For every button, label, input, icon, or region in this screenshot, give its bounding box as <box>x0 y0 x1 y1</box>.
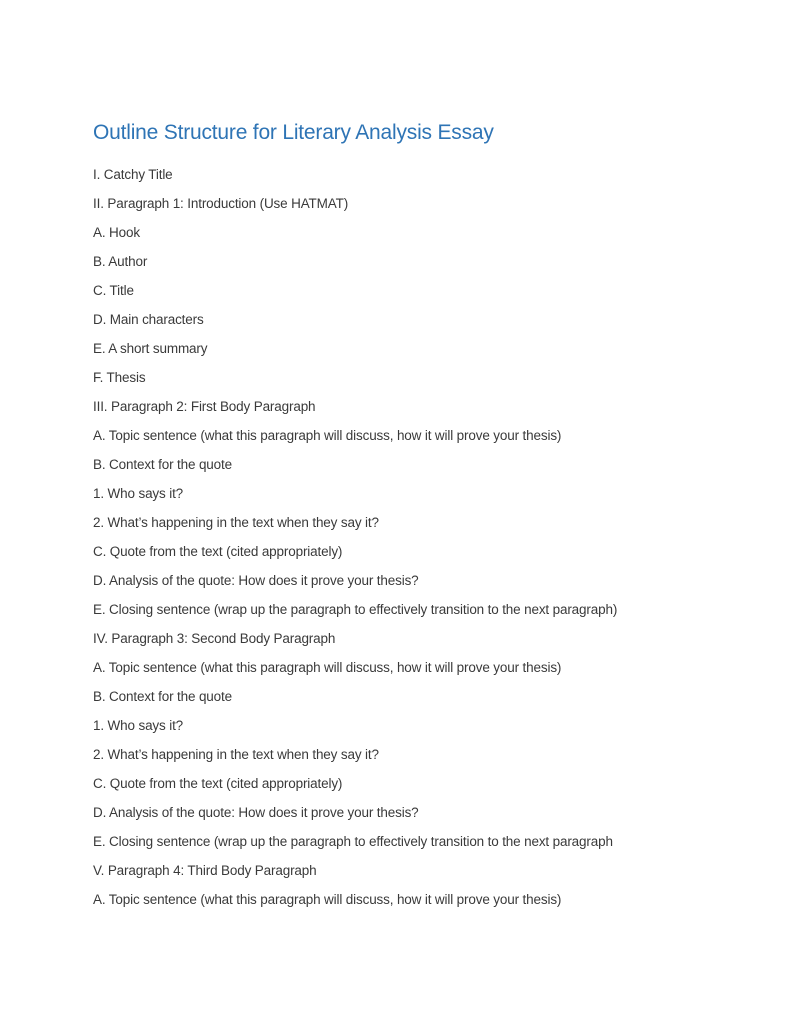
outline-line: B. Context for the quote <box>93 689 232 704</box>
outline-line: A. Topic sentence (what this paragraph will discuss, how it will prove your thesis) <box>93 892 562 907</box>
outline-line: D. Analysis of the quote: How does it prove your thesis? <box>93 573 419 588</box>
outline-line: D. Analysis of the quote: How does it prove your thesis? <box>93 805 419 820</box>
outline-line: IV. Paragraph 3: Second Body Paragraph <box>93 631 336 646</box>
outline-line: 2. What’s happening in the text when they say it? <box>93 515 379 530</box>
outline-line: I. Catchy Title <box>93 167 173 182</box>
outline-line: C. Quote from the text (cited appropriately) <box>93 776 343 791</box>
outline-line: E. A short summary <box>93 341 208 356</box>
outline-line: V. Paragraph 4: Third Body Paragraph <box>93 863 317 878</box>
outline-line: III. Paragraph 2: First Body Paragraph <box>93 399 316 414</box>
outline-line: II. Paragraph 1: Introduction (Use HATMAT) <box>93 196 349 211</box>
outline-line: A. Topic sentence (what this paragraph will discuss, how it will prove your thesis) <box>93 660 562 675</box>
outline-line: D. Main characters <box>93 312 204 327</box>
outline-line: B. Author <box>93 254 148 269</box>
outline-line: 1. Who says it? <box>93 486 184 501</box>
document-title: Outline Structure for Literary Analysis Essay <box>93 121 494 145</box>
outline-line: B. Context for the quote <box>93 457 232 472</box>
outline-line: A. Hook <box>93 225 140 240</box>
outline-line: E. Closing sentence (wrap up the paragraph to effectively transition to the next paragraph) <box>93 602 618 617</box>
outline-line: F. Thesis <box>93 370 146 385</box>
outline-line: A. Topic sentence (what this paragraph will discuss, how it will prove your thesis) <box>93 428 562 443</box>
outline-line: 2. What’s happening in the text when they say it? <box>93 747 379 762</box>
outline-line: 1. Who says it? <box>93 718 184 733</box>
outline-list <box>93 160 743 914</box>
outline-line: C. Title <box>93 283 134 298</box>
outline-line: E. Closing sentence (wrap up the paragraph to effectively transition to the next paragraph <box>93 834 613 849</box>
outline-line: C. Quote from the text (cited appropriately) <box>93 544 343 559</box>
